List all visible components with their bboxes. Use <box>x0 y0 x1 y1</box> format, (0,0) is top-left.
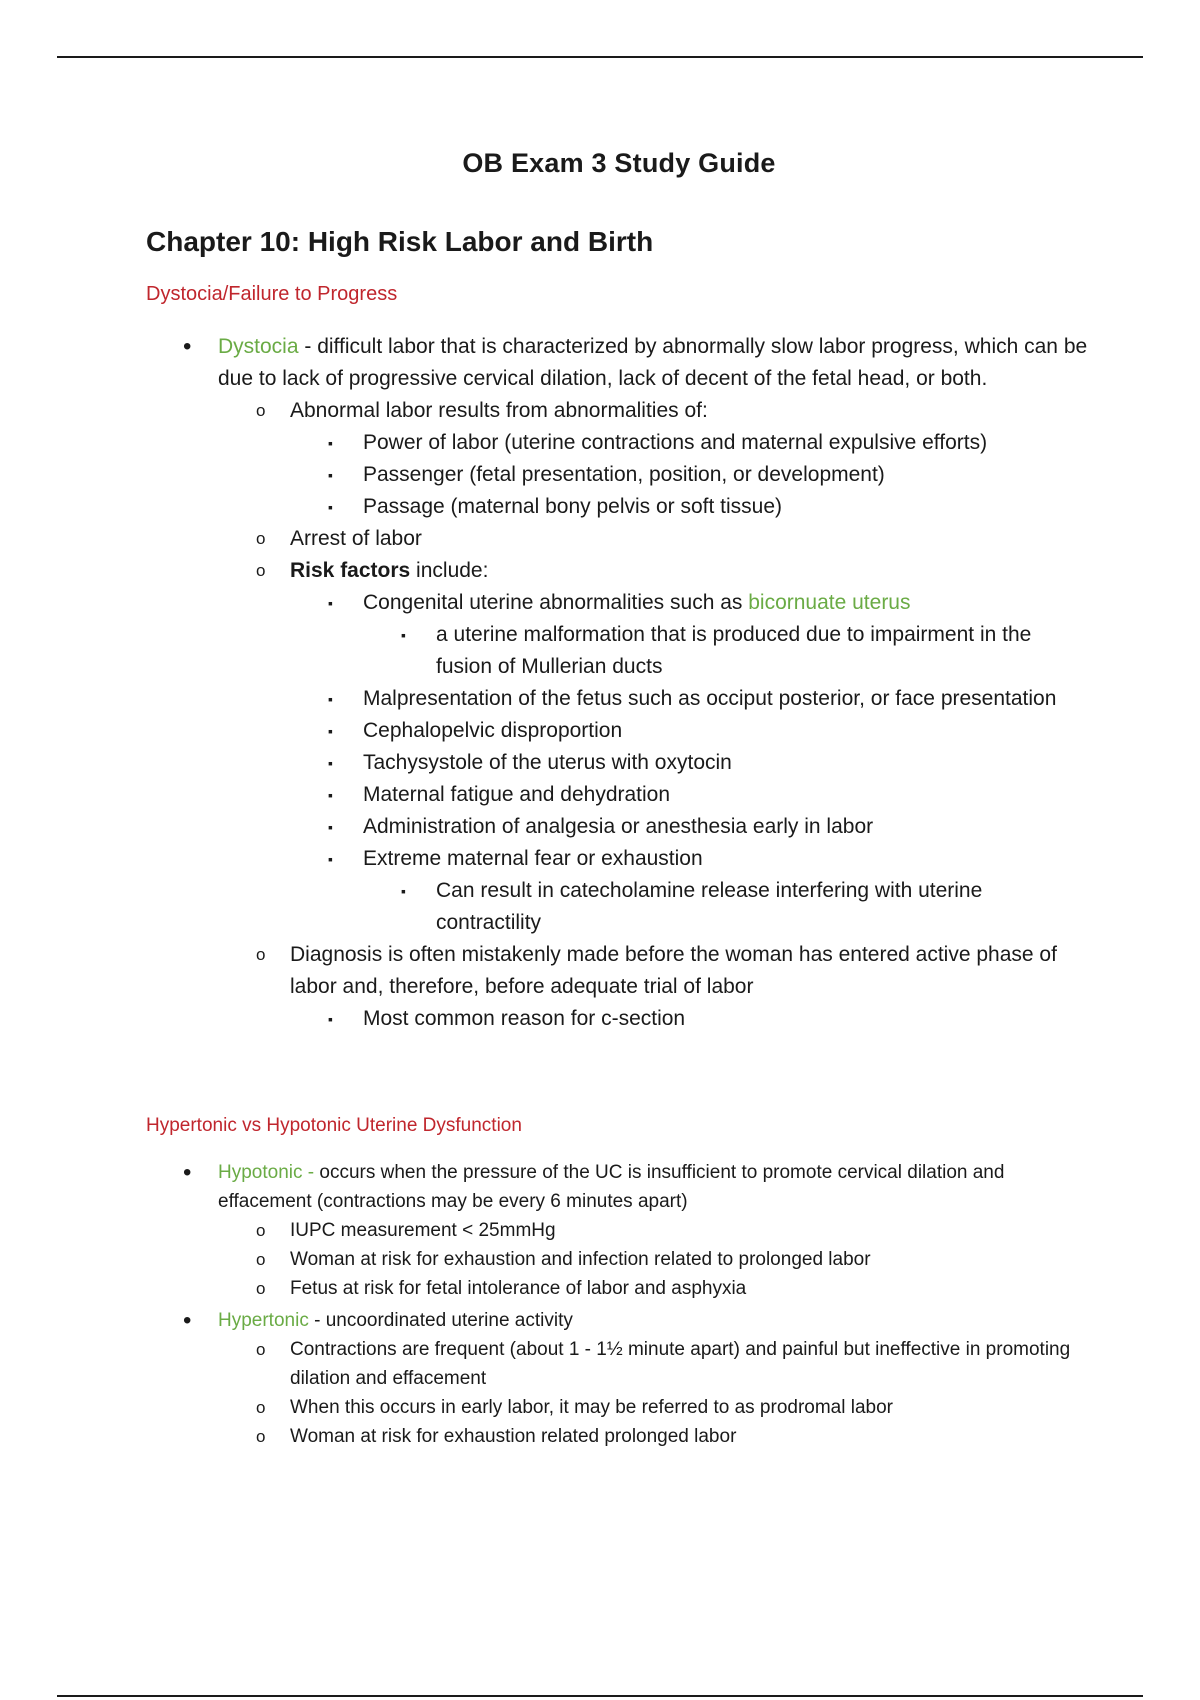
list-item: ▪ a uterine malformation that is produced due to impairment in the fusion of Mullerian ducts <box>0 619 1200 683</box>
page-title: OB Exam 3 Study Guide <box>462 148 776 178</box>
list-item: o Woman at risk for exhaustion related prolonged labor <box>0 1422 1200 1451</box>
dystocia-list <box>0 331 1200 1035</box>
list-item-hypotonic <box>0 1158 1200 1216</box>
hypotonic-definition: occurs when the pressure of the UC is insufficient to promote cervical dilation and effacement (contractions may be every 6 minutes apart) <box>218 1162 1005 1212</box>
list-item: ▪ Passage (maternal bony pelvis or soft tissue) <box>0 491 1200 523</box>
list-item: ▪ Cephalopelvic disproportion <box>0 715 1200 747</box>
list-item: ▪ Tachysystole of the uterus with oxytocin <box>0 747 1200 779</box>
hypertonic-definition: - uncoordinated uterine activity <box>308 1310 573 1331</box>
list-item: o Fetus at risk for fetal intolerance of labor and asphyxia <box>0 1274 1200 1303</box>
list-item-hypertonic <box>0 1306 1200 1335</box>
risk-factors-label: Risk factors <box>290 559 411 582</box>
list-item: ▪ Extreme maternal fear or exhaustion <box>0 843 1200 875</box>
list-item-dystocia <box>0 331 1200 395</box>
list-item: o Woman at risk for exhaustion and infection related to prolonged labor <box>0 1245 1200 1274</box>
uterine-dysfunction-list <box>0 1158 1200 1451</box>
term-hypotonic: Hypotonic - <box>218 1162 315 1183</box>
chapter-heading: Chapter 10: High Risk Labor and Birth <box>146 226 654 257</box>
list-item-congenital <box>0 587 1200 619</box>
list-item: o When this occurs in early labor, it may be referred to as prodromal labor <box>0 1393 1200 1422</box>
list-item: ▪ Passenger (fetal presentation, position, or development) <box>0 459 1200 491</box>
list-item-abnormal <box>0 395 1200 427</box>
term-bicornuate-uterus: bicornuate uterus <box>748 591 911 614</box>
footer-rule <box>57 1695 1143 1697</box>
list-item: ▪ Power of labor (uterine contractions and maternal expulsive efforts) <box>0 427 1200 459</box>
section-heading-uterine-dysfunction: Hypertonic vs Hypotonic Uterine Dysfunction <box>146 1115 522 1136</box>
term-dystocia: Dystocia <box>218 335 299 358</box>
list-item: o Contractions are frequent (about 1 - 1½ minute apart) and painful but ineffective in promoting dilation and effacement <box>0 1335 1200 1393</box>
term-hypertonic: Hypertonic <box>218 1310 309 1331</box>
list-item: ▪ Administration of analgesia or anesthesia early in labor <box>0 811 1200 843</box>
congenital-text: Congenital uterine abnormalities such as <box>363 591 749 614</box>
list-item: o IUPC measurement < 25mmHg <box>0 1216 1200 1245</box>
list-item: ▪ Maternal fatigue and dehydration <box>0 779 1200 811</box>
list-item-diagnosis: o Diagnosis is often mistakenly made before the woman has entered active phase of labor and, therefore, before adequate trial of labor <box>0 939 1200 1003</box>
list-item: ▪ Can result in catecholamine release interfering with uterine contractility <box>0 875 1200 939</box>
list-item: ▪ Most common reason for c-section <box>0 1003 1200 1035</box>
header-rule <box>57 56 1143 58</box>
section-heading-dystocia: Dystocia/Failure to Progress <box>146 283 398 305</box>
list-item-risk-factors <box>0 555 1200 587</box>
dystocia-definition: - difficult labor that is characterized by abnormally slow labor progress, which can be due to lack of progressive cervical dilation, lack of decent of the fetal head, or both. <box>218 335 1088 390</box>
abnormal-text: Abnormal labor results from abnormalities of: <box>290 399 708 422</box>
risk-factors-rest: include: <box>410 559 489 582</box>
list-item: ▪ Malpresentation of the fetus such as occiput posterior, or face presentation <box>0 683 1200 715</box>
list-item-arrest: o Arrest of labor <box>0 523 1200 555</box>
